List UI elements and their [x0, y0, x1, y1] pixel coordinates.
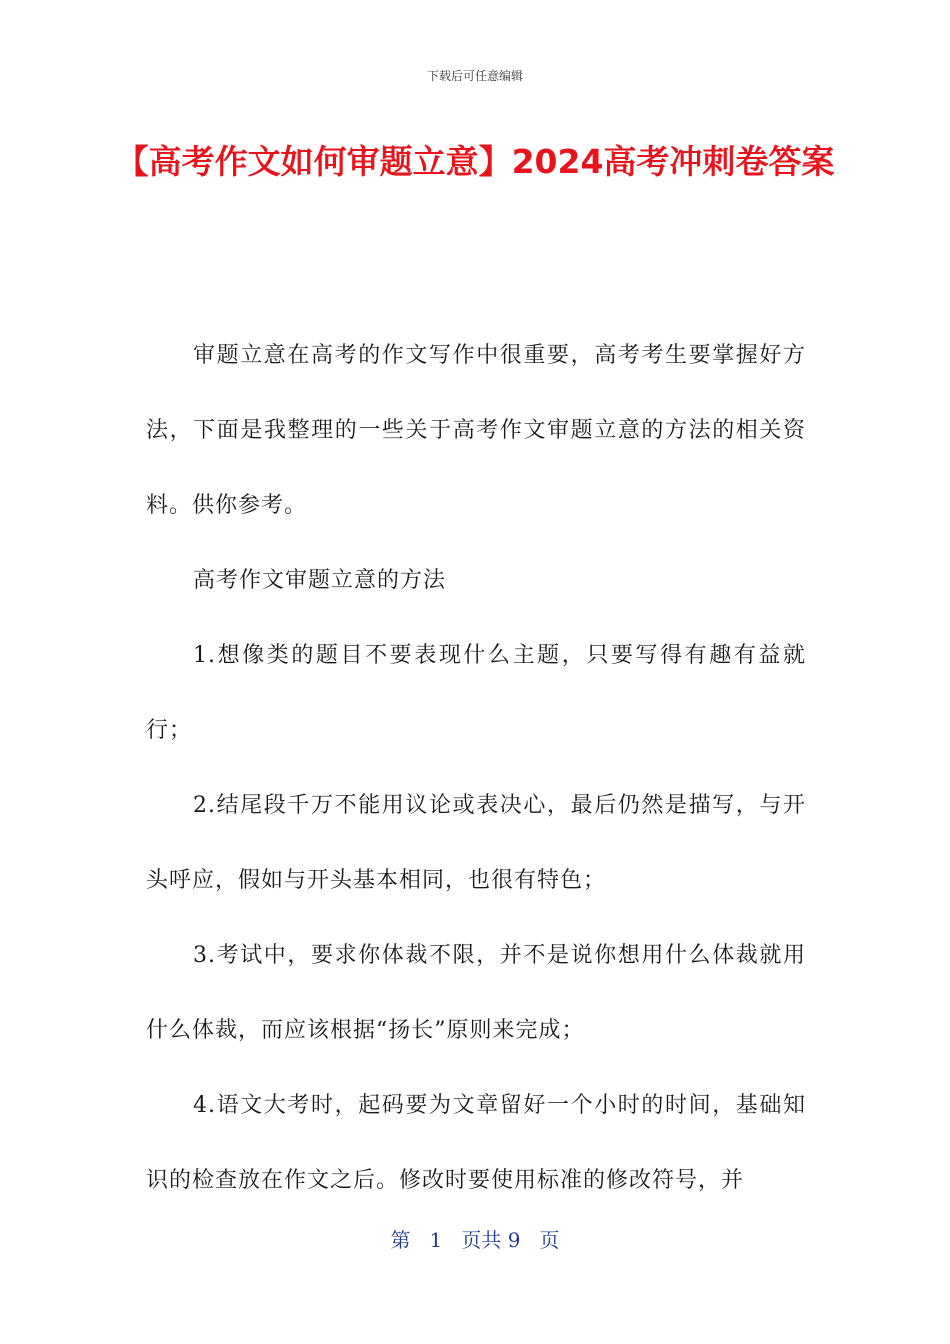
document-body: [146, 318, 806, 1218]
footer-suffix: 页: [539, 1228, 560, 1252]
header-note: 下载后可任意编辑: [426, 69, 523, 83]
paragraph-item-4: 4.语文大考时，起码要为文章留好一个小时的时间，基础知识的检查放在作文之后。修改时要使用标准的修改符号，并: [146, 1093, 806, 1193]
paragraph-intro: 审题立意在高考的作文写作中很重要，高考考生要掌握好方法，下面是我整理的一些关于高考作文审题立意的方法的相关资料。供你参考。: [146, 343, 806, 518]
footer-prefix: 第: [390, 1228, 411, 1252]
paragraph-item-3: 3.考试中，要求你体裁不限，并不是说你想用什么体裁就用什么体裁，而应该根据“扬长”原则来完成；: [146, 943, 806, 1043]
document-title: 【高考作文如何审题立意】2024高考冲刺卷答案: [115, 142, 835, 181]
footer-mid: 页共: [461, 1228, 502, 1252]
footer-page-number: 1: [429, 1228, 443, 1252]
footer-total-pages: 9: [507, 1228, 521, 1252]
paragraph-heading: 高考作文审题立意的方法: [193, 568, 447, 593]
paragraph-item-1: 1.想像类的题目不要表现什么主题，只要写得有趣有益就行；: [146, 643, 806, 743]
page-footer: [0, 1224, 950, 1253]
paragraph-item-2: 2.结尾段千万不能用议论或表决心，最后仍然是描写，与开头呼应，假如与开头基本相同，也很有特色；: [146, 793, 806, 893]
